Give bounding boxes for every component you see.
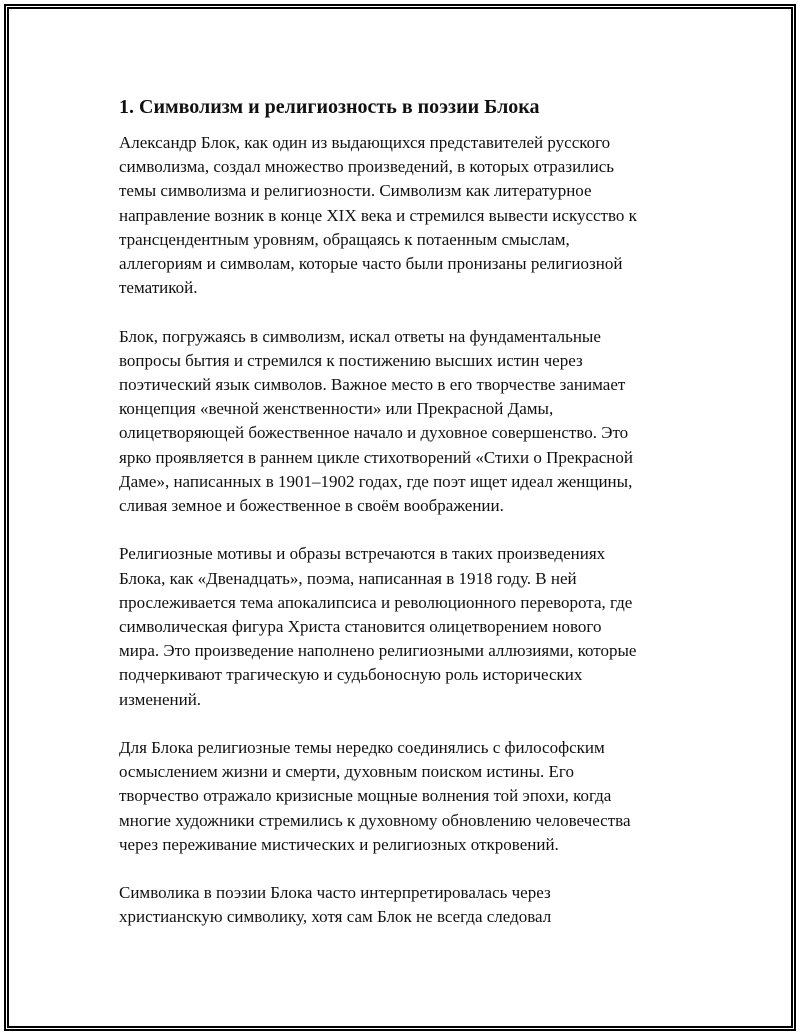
text-line: прослеживается тема апокалипсиса и революционного переворота, где (119, 592, 633, 612)
document-body (119, 94, 689, 954)
text-line: христианскую символику, хотя сам Блок не всегда следовал (119, 907, 552, 927)
text-line: ярко проявляется в раннем цикле стихотворений «Стихи о Прекрасной (119, 447, 634, 467)
text-line: мира. Это произведение наполнено религиозными аллюзиями, которые (119, 641, 637, 661)
text-line: подчеркивают трагическую и судьбоносную роль исторических (119, 665, 583, 685)
text-line: Религиозные мотивы и образы встречаются в таких произведениях (119, 544, 606, 564)
text-line: аллегориям и символам, которые часто были пронизаны религиозной (119, 254, 623, 274)
text-line: символическая фигура Христа становится олицетворением нового (119, 617, 602, 637)
text-line: изменений. (119, 689, 202, 709)
text-line: темы символизма и религиозности. Символизм как литературное (119, 181, 592, 201)
text-line: Для Блока религиозные темы нередко соединялись с философским (119, 738, 605, 758)
paragraph-3 (119, 542, 689, 711)
text-line: вопросы бытия и стремился к постижению высших истин через (119, 350, 583, 370)
text-line: концепция «вечной женственности» или Прекрасной Дамы, (119, 399, 554, 419)
text-line: Символика в поэзии Блока часто интерпретировалась через (119, 883, 551, 903)
text-line: Александр Блок, как один из выдающихся представителей русского (119, 133, 611, 152)
text-line: через переживание мистических и религиозных откровений. (119, 834, 559, 854)
text-line: Блок, погружаясь в символизм, искал ответы на фундаментальные (119, 326, 601, 346)
text-line: направление возник в конце XIX века и стремился вывести искусство к (119, 205, 637, 225)
section-heading: 1. Символизм и религиозность в поэзии Блока (119, 96, 540, 118)
paragraph-2 (119, 325, 689, 519)
text-line: поэтический язык символов. Важное место в его творчестве занимает (119, 375, 626, 395)
text-line: олицетворяющей божественное начало и духовное совершенство. Это (119, 423, 629, 443)
text-line: осмыслением жизни и смерти, духовным поиском истины. Его (119, 762, 574, 782)
text-line: Даме», написанных в 1901–1902 годах, где поэт ищет идеал женщины, (119, 471, 633, 491)
text-line: Блока, как «Двенадцать», поэма, написанная в 1918 году. В ней (119, 568, 577, 588)
text-line: сливая земное и божественное в своём воображении. (119, 496, 504, 516)
text-line: творчество отражало кризисные мощные волнения той эпохи, когда (119, 786, 612, 806)
paragraph-5 (119, 881, 689, 929)
text-line: символизма, создал множество произведений, в которых отразились (119, 157, 615, 177)
text-line: трансцендентным уровням, обращаясь к потаенным смыслам, (119, 229, 570, 249)
paragraph-4 (119, 736, 689, 857)
text-line: тематикой. (119, 278, 198, 298)
paragraph-1 (119, 131, 689, 300)
text-line: многие художники стремились к духовному обновлению человечества (119, 810, 631, 830)
